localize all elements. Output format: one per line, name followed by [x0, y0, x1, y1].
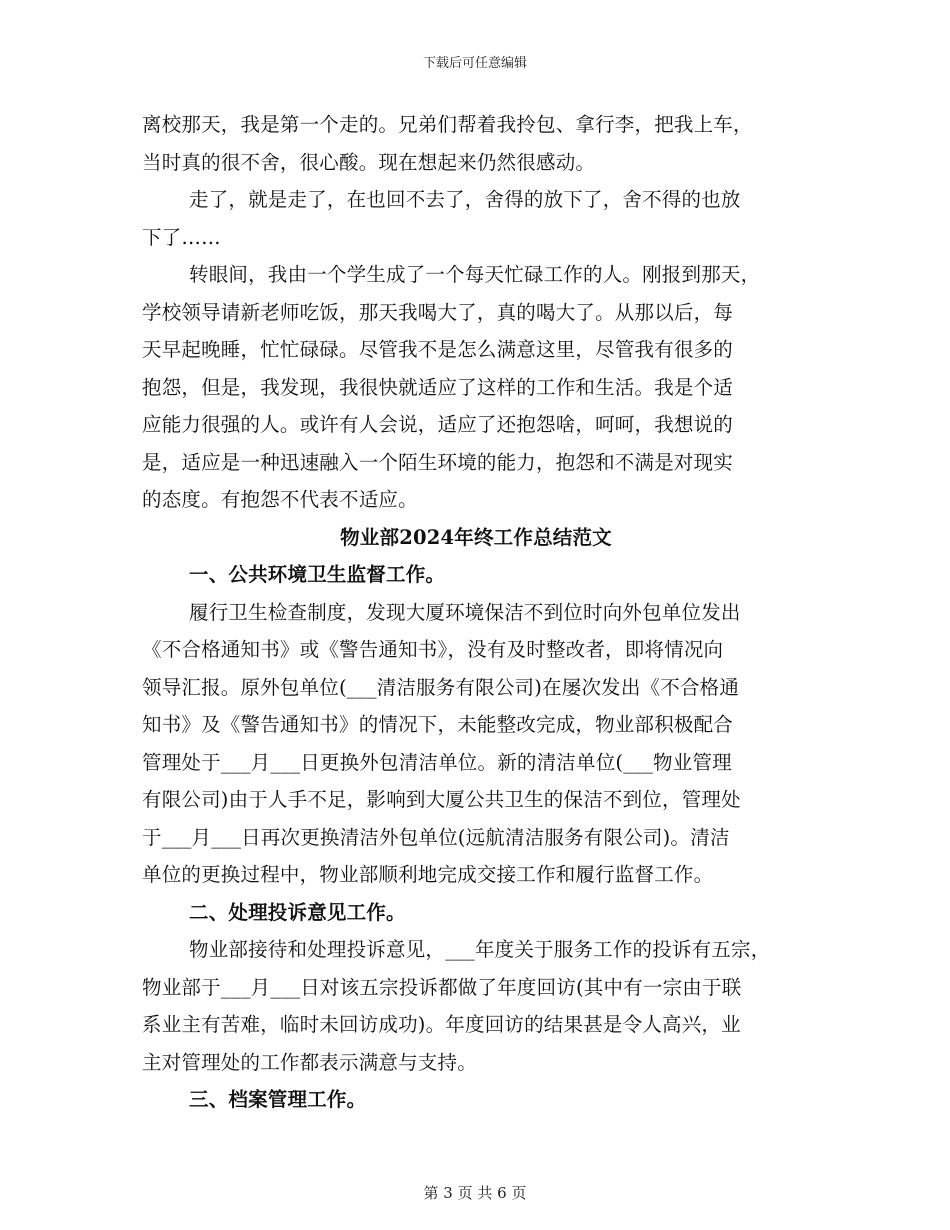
body-line: 物业部接待和处理投诉意见，___年度关于服务工作的投诉有五宗，	[189, 938, 771, 961]
body-line: 《不合格通知书》或《警告通知书》，没有及时整改者，即将情况向	[142, 638, 724, 661]
body-line: 管理处于___月___日更换外包清洁单位。新的清洁单位(___物业管理	[142, 750, 732, 774]
body-line: 抱怨，但是，我发现，我很快就适应了这样的工作和生活。我是个适	[142, 375, 734, 399]
body-line: 是，适应是一种迅速融入一个陌生环境的能力，抱怨和不满是对现实	[142, 450, 734, 474]
body-line: 有限公司)由于人手不足，影响到大厦公共卫生的保洁不到位，管理处	[142, 788, 741, 811]
body-line: 当时真的很不舍，很心酸。现在想起来仍然很感动。	[142, 150, 596, 174]
page-footer: 第 3 页 共 6 页	[423, 1184, 527, 1202]
section-heading: 一、公共环境卫生监督工作。	[189, 563, 446, 586]
page-header: 下载后可任意编辑	[422, 56, 527, 71]
body-line: 领导汇报。原外包单位(___清洁服务有限公司)在屡次发出《不合格通	[142, 675, 740, 699]
document-title: 物业部2024年终工作总结范文	[340, 525, 612, 549]
body-line: 履行卫生检查制度，发现大厦环境保洁不到位时向外包单位发出	[189, 600, 741, 624]
body-line: 单位的更换过程中，物业部顺利地完成交接工作和履行监督工作。	[142, 863, 714, 886]
body-line: 系业主有苦难，临时未回访成功)。年度回访的结果甚是令人高兴，业	[142, 1013, 741, 1036]
body-line: 转眼间，我由一个学生成了一个每天忙碌工作的人。刚报到那天，	[189, 263, 761, 286]
body-line: 走了，就是走了，在也回不去了，舍得的放下了，舍不得的也放	[189, 188, 741, 211]
document-body	[142, 106, 810, 1119]
body-line: 物业部于___月___日对该五宗投诉都做了年度回访(其中有一宗由于联	[142, 975, 742, 999]
body-line: 知书》及《警告通知书》的情况下，未能整改完成，物业部积极配合	[142, 713, 734, 736]
section-heading: 二、处理投诉意见工作。	[189, 900, 406, 924]
body-line: 天早起晚睡，忙忙碌碌。尽管我不是怎么满意这里，尽管我有很多的	[142, 338, 734, 361]
body-line: 于___月___日再次更换清洁外包单位(远航清洁服务有限公司)。清洁	[142, 825, 730, 849]
body-line: 离校那天，我是第一个走的。兄弟们帮着我拎包、拿行李，把我上车，	[142, 113, 753, 136]
body-line: 应能力很强的人。或许有人会说，适应了还抱怨啥，呵呵，我想说的	[142, 413, 734, 436]
body-line: 下了……	[142, 225, 221, 249]
body-line: 的态度。有抱怨不代表不适应。	[142, 488, 418, 511]
section-heading: 三、档案管理工作。	[189, 1088, 367, 1111]
body-line: 学校领导请新老师吃饭，那天我喝大了，真的喝大了。从那以后，每	[142, 300, 734, 324]
body-line: 主对管理处的工作都表示满意与支持。	[142, 1050, 477, 1074]
